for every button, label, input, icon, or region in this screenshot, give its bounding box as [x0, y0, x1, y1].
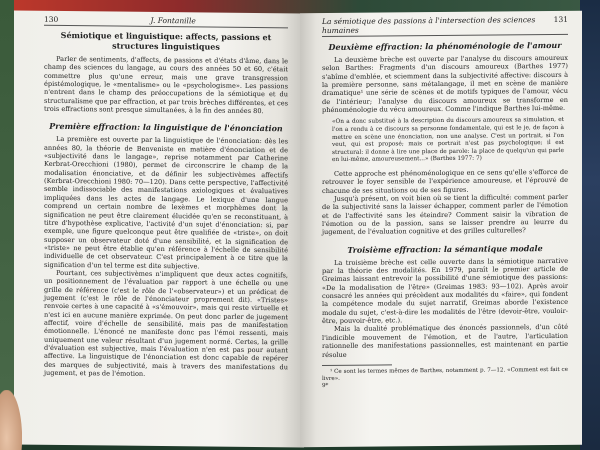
- left-paragraph-2: La première est ouverte par la linguistique de l'énonciation: dès les années 80, la théorie de Benveniste en matière d'énonciation et de «subjectivité dans le langage», reprise notamment par Catherine Kerbrat-Orecchioni (1980), permet de circonscrire le champ de la modalisation énonciative, et de définir les subjectivèmes affectifs (Kerbrat-Orecchioni 1980: 70—120). Dans cette perspective, l'affectivité semble indissociable des manifestations axiologiques et évaluatives impliquées dans les actes de langage. Le lexique d'une langue comprend un certain nombre de lexèmes et morphèmes dont la signification ne peut être clairement élucidée qu'en se reconstituant, à titre d'hypothèse explicative, l'activité d'un sujet d'énonciation: si, par exemple, une figure quelconque peut être qualifiée de «triste», on doit supposer un observateur doté d'une sensibilité, et la signification de «triste» ne peut être établie qu'en référence à l'échelle de sensibilité individuelle de cet observateur. C'est principalement à ce titre que la signification d'un tel terme est dite subjective.: [44, 135, 288, 270]
- footnote: ¹ Ce sont les termes mêmes de Barthes, notamment p. 7—12. «Comment est fait ce livre».: [322, 366, 568, 382]
- left-page: [14, 10, 304, 447]
- left-running-head-author: J. Fontanille: [150, 15, 196, 26]
- right-page-number: 131: [553, 14, 568, 25]
- right-paragraph-4: La troisième brèche est celle ouverte dans la sémiotique narrative par la théorie des modalités. En 1979, paraît le premier article de Greimas laissant entrevoir la possibilité d'une sémiotique des passions: «De la modalisation de l'être» (Greimas 1983: 93—102). Après avoir consacré les années qui précèdent aux modalités du «faire», qui fondent la compétence modale du sujet narratif, Greimas aborde l'existence modale du sujet, c'est-à-dire les modalités de l'être (devoir-être, vouloir-être, pouvoir-être, etc.).: [322, 256, 568, 326]
- book-cover-edge: [580, 0, 600, 450]
- thumb-holding-book: [0, 390, 22, 450]
- left-running-head: [44, 15, 288, 29]
- left-page-number: 130: [44, 14, 59, 24]
- left-paragraph-1: Parler de sentiments, d'affects, de passions et d'états d'âme, dans le champ des sciences du langage, au cours des années 50 et 60, c'était commettre plus qu'une erreur, mais une grave transgression épistémologique, le «mentalisme» ou le «psychologisme». Les passions n'entrent dans le champ des préoccupations de la sémiotique et du structuralisme que par effraction, et par trois brèches différentes, et ces trois effractions sont presque simultanées, à la fin des années 80.: [44, 54, 288, 116]
- signature-mark: 9*: [322, 382, 329, 389]
- left-paragraph-3: Pourtant, ces subjectivèmes n'impliquent que deux actes cognitifs, un positionnement de l'évaluation par rapport à une échelle ou une grille de référence (c'est le rôle de l'«observateur») et un prédicat de jugement (c'est le rôle de l'énonciateur proprement dit). «Tristes» renvoie certes à une capacité à «s'émouvoir», mais qui reste virtuelle et n'est ici en aucune manière exprimée. On peut donc parler de jugement affectif, voire d'échelle de sensibilité, mais pas de manifestation émotionnelle. L'énoncé ne manifeste donc pas l'émoi ressenti, mais uniquement une valeur résultant d'un jugement normé. Certes, la grille d'évaluation est subjective, mais l'évaluation n'en est pas pour autant affective. La linguistique de l'énonciation est donc capable de repérer des marques de subjectivité, mais à travers des manifestations du jugement, et pas de l'émotion.: [44, 268, 288, 378]
- barthes-quote: «On a donc substitué à la description du discours amoureux sa simulation, et l'on a rendu à ce discours sa personne fondamentale, qui est le je, de façon à mettre en scène une énonciation, non une analyse. C'est un portrait, si l'on veut, qui est proposé; mais ce portrait n'est pas psychologique; il est structural: il donne à lire une place de parole: la place de quelqu'un qui parle en lui-même, amoureusement...» (Barthes 1977: 7): [332, 117, 564, 164]
- background-left: [0, 0, 14, 450]
- right-page: [300, 11, 582, 447]
- subsection-title-second-effraction: Deuxième effraction: la phénoménologie de l'amour: [328, 39, 562, 52]
- right-paragraph-1: La deuxième brèche est ouverte par l'analyse du discours amoureux selon Barthes: Fragments d'un discours amoureux (Barthes 1977) s'abîme d'emblée, et sciemment dans la subjectivité affective: discours à la première personne, sans métalangage, il met en scène de manière dramatique¹ une série de scènes et de motifs typiques de l'amour, vécu de l'intérieur; l'analyse du discours amoureux se transforme en phénoménologie du vécu amoureux. Comme l'indique Barthes lui-même.: [322, 53, 568, 115]
- right-paragraph-3: Jusqu'à présent, on voit bien où se tient la difficulté: comment parler de la subjectivité sans la laisser échapper, comment parler de l'émotion et de l'affectivité sans les éteindre? Comment saisir la vibration de l'émotion ou de la passion, sans se laisser prendre au leurre du jugement, de l'évaluation cognitive et des grilles culturelles?: [322, 192, 568, 237]
- footnote-rule: [322, 364, 392, 366]
- section-title: Sémiotique et linguistique: affects, passions et structures linguistiques: [60, 29, 272, 52]
- right-paragraph-2: Cette approche est phénoménologique en ce sens qu'elle s'efforce de retrouver le foyer sensible de l'expérience amoureuse, et l'éprouvé de chacune de ses situations ou de ses figures.: [322, 167, 568, 195]
- subsection-title-first-effraction: Première effraction: la linguistique de l'énonciation: [49, 121, 283, 134]
- right-running-head: [322, 15, 568, 37]
- right-running-head-title: La sémiotique des passions à l'intersection des sciences humaines: [322, 15, 536, 36]
- subsection-title-third-effraction: Troisième effraction: la sémantique modale: [347, 242, 543, 255]
- right-paragraph-5: Mais la dualité problématique des énoncés passionnels, d'un côté l'indicible mouvement de l'émotion, et de l'autre, l'articulation rationnelle des manifestations passionnelles, est maintenant en partie résolue: [322, 323, 568, 359]
